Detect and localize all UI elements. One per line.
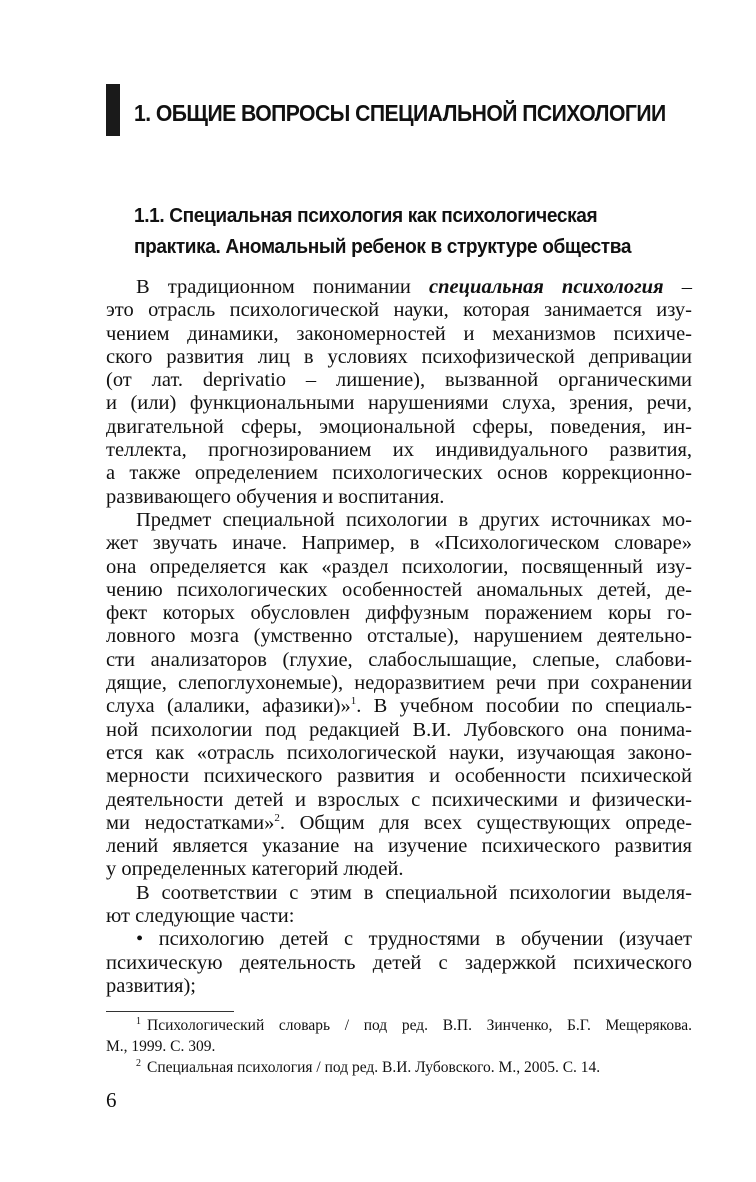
text-line: сти анализаторов (глухие, слабослышащие, слепые, слабови- [106, 648, 692, 671]
footnote-divider [106, 1011, 234, 1012]
text-line: фект которых обусловлен диффузным поражением коры го- [106, 602, 692, 625]
text-line: она определяется как «раздел психологии, посвященный изу- [106, 555, 692, 578]
text-line: теллекта, прогнозированием их индивидуального развития, [106, 439, 692, 462]
section-title-line: практика. Аномальный ребенок в структуре общества [134, 235, 632, 258]
text-line: ют следующие части: [106, 905, 295, 928]
text-line: мерности психического развития и особенности психической [106, 765, 692, 788]
text-line: ется как «отрасль психологической науки, изучающая законо- [106, 741, 692, 764]
text-line: чению психологических особенностей аномальных детей, де- [106, 578, 692, 601]
footnote-ref-1: 1 [350, 695, 357, 708]
chapter-marker-bar [106, 84, 120, 136]
text-line: дящие, слепоглухонемые), недоразвитием речи при сохранении [106, 672, 692, 695]
text-line: ловного мозга (умственно отсталые), нарушением деятельно- [106, 625, 692, 648]
text-line: лений является указание на изучение психического развития [106, 835, 692, 858]
text-line: это отрасль психологической науки, которая занимается изу- [106, 299, 692, 322]
text-line: а также определением психологических основ коррекционно- [106, 462, 692, 485]
text-line: у определенных категорий людей. [106, 858, 404, 881]
list-item-line: психическую деятельность детей с задержкой психического [106, 951, 692, 974]
page-number: 6 [106, 1088, 117, 1112]
text-line: жет звучать иначе. Например, в «Психологическом словаре» [106, 532, 692, 555]
section-title [134, 200, 692, 262]
text-line: развивающего обучения и воспитания. [106, 485, 445, 508]
text-line: В традиционном понимании специальная психология – [136, 276, 693, 298]
section-title-line: 1.1. Специальная психология как психологическая [134, 204, 598, 227]
text-line: ной психологии под редакцией В.И. Лубовского она понима- [106, 718, 692, 741]
list-item-line: • психологию детей с трудностями в обучении (изучает [136, 928, 692, 951]
footnotes [106, 1015, 692, 1078]
text-line: Предмет специальной психологии в других источниках мо- [136, 508, 692, 531]
list-item-line: развития); [106, 974, 196, 997]
text-line: и (или) функциональными нарушениями слуха, зрения, речи, [106, 392, 692, 415]
term-special-psychology: специальная психология [429, 276, 664, 298]
body-text [106, 276, 692, 998]
text-line: ского развития лиц в условиях психофизической депривации [106, 345, 692, 368]
footnote-2: $^2$ Специальная психология / под ред. В.И. Лубовского. М., 2005. С. 14. [136, 1057, 601, 1076]
text-line: деятельности детей и взрослых с психическими и физически- [106, 788, 692, 811]
text-line: двигательной сферы, эмоциональной сферы, поведения, ин- [106, 415, 692, 438]
footnote-ref-2: 2 [274, 812, 280, 824]
text-line: (от лат. deprivatio – лишение), вызванной органическими [106, 369, 692, 392]
text-line: В соответствии с этим в специальной психологии выделя- [136, 881, 692, 904]
footnote-1: $^1$ Психологический словарь / под ред. В.П. Зинченко, Б.Г. Мещерякова. [136, 1015, 692, 1034]
text-line: слуха (алалики, афазики)»$^1$. В учебном пособии по специаль- [106, 695, 692, 718]
chapter-title: 1. ОБЩИЕ ВОПРОСЫ СПЕЦИАЛЬНОЙ ПСИХОЛОГИИ [134, 100, 666, 126]
text-line: чением динамики, закономерностей и механизмов психиче- [106, 322, 692, 345]
text-line: ми недостатками»$^2$. Общим для всех существующих опреде- [106, 811, 692, 834]
footnote-1-cont: М., 1999. С. 309. [106, 1038, 216, 1055]
